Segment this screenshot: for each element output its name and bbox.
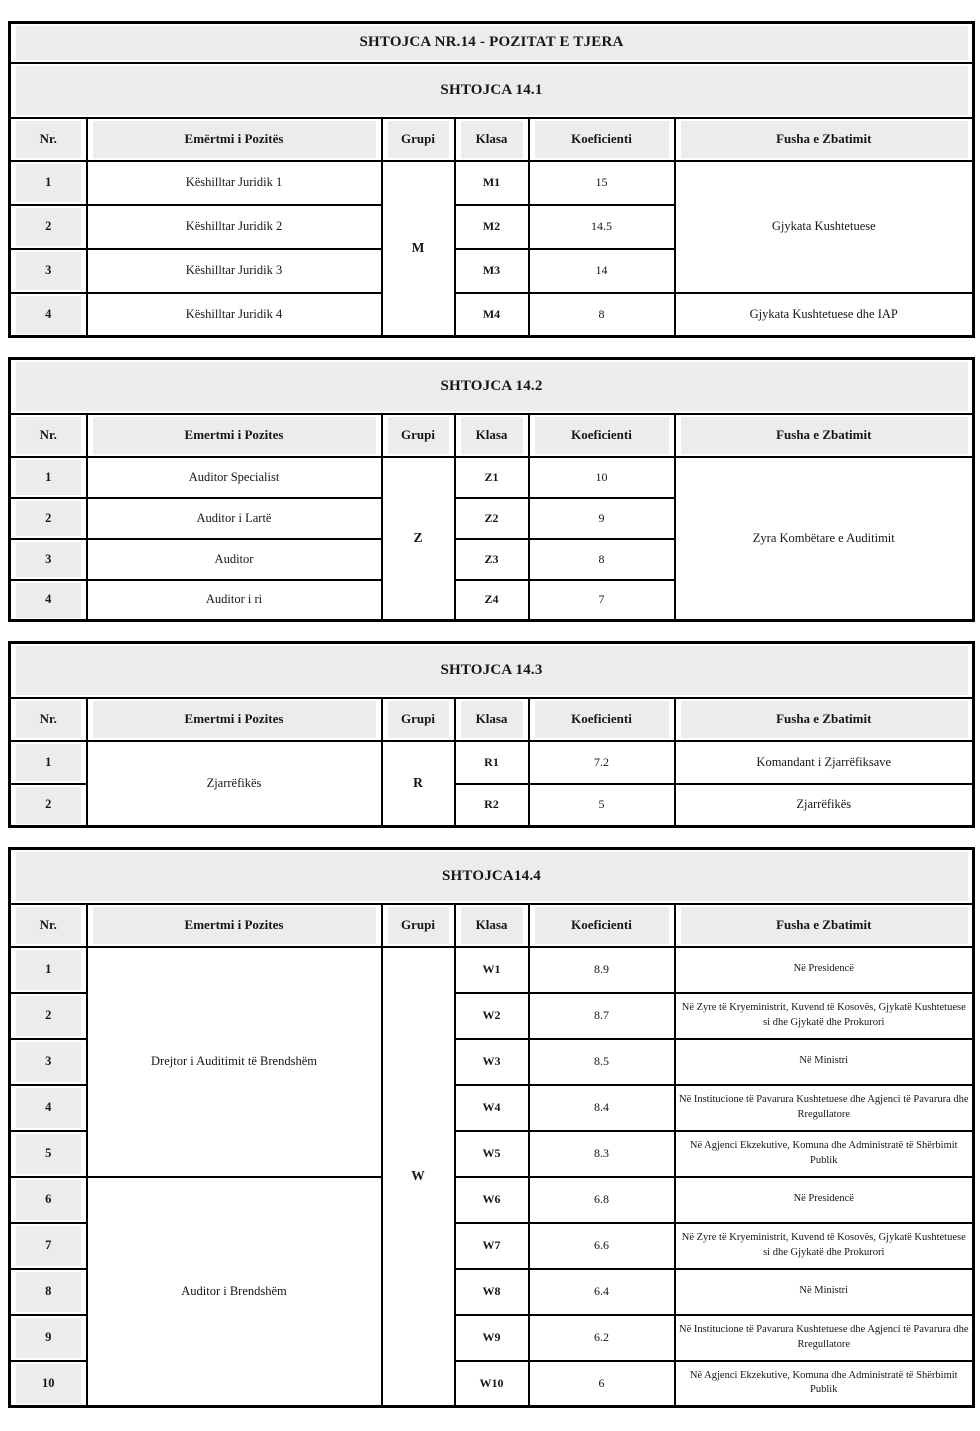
col-header-field: Fusha e Zbatimit	[675, 698, 974, 741]
cell-coefficient: 8.3	[529, 1131, 675, 1177]
col-header-group: Grupi	[382, 698, 455, 741]
table-subtitle: SHTOJCA 14.1	[10, 63, 974, 118]
table-shtojca-14-4	[8, 847, 975, 1408]
cell-position-name: Auditor	[87, 539, 382, 580]
col-header-coefficient: Koeficienti	[529, 118, 675, 161]
cell-coefficient: 6	[529, 1361, 675, 1407]
cell-class: W8	[455, 1269, 529, 1315]
table-row	[10, 741, 974, 784]
cell-nr: 3	[10, 1039, 87, 1085]
cell-field: Në Ministri	[675, 1269, 974, 1315]
cell-coefficient: 9	[529, 498, 675, 539]
cell-field: Në Agjenci Ekzekutive, Komuna dhe Administratë të Shërbimit Publik	[675, 1131, 974, 1177]
cell-coefficient: 14.5	[529, 205, 675, 249]
cell-nr: 4	[10, 1085, 87, 1131]
cell-class: W7	[455, 1223, 529, 1269]
cell-coefficient: 5	[529, 784, 675, 827]
cell-nr: 4	[10, 580, 87, 621]
cell-class: M2	[455, 205, 529, 249]
cell-nr: 3	[10, 539, 87, 580]
cell-coefficient: 10	[529, 457, 675, 498]
cell-coefficient: 7.2	[529, 741, 675, 784]
cell-position-name: Këshilltar Juridik 1	[87, 161, 382, 205]
col-header-group: Grupi	[382, 904, 455, 947]
cell-field: Zyra Kombëtare e Auditimit	[675, 457, 974, 621]
col-header-coefficient: Koeficienti	[529, 904, 675, 947]
cell-group: M	[382, 161, 455, 337]
col-header-coefficient: Koeficienti	[529, 698, 675, 741]
cell-nr: 8	[10, 1269, 87, 1315]
cell-class: W10	[455, 1361, 529, 1407]
cell-group: R	[382, 741, 455, 827]
cell-class: M3	[455, 249, 529, 293]
table-subtitle: SHTOJCA 14.3	[10, 643, 974, 698]
cell-class: Z4	[455, 580, 529, 621]
cell-field: Në Institucione të Pavarura Kushtetuese dhe Agjenci të Pavarura dhe Rregullatore	[675, 1085, 974, 1131]
cell-nr: 5	[10, 1131, 87, 1177]
cell-field: Në Presidencë	[675, 1177, 974, 1223]
cell-group: Z	[382, 457, 455, 621]
cell-position-name: Këshilltar Juridik 2	[87, 205, 382, 249]
cell-class: Z3	[455, 539, 529, 580]
col-header-nr: Nr.	[10, 118, 87, 161]
cell-class: Z1	[455, 457, 529, 498]
cell-field: Në Agjenci Ekzekutive, Komuna dhe Administratë të Shërbimit Publik	[675, 1361, 974, 1407]
col-header-position: Emertmi i Pozites	[87, 904, 382, 947]
cell-position-name: Auditor i Lartë	[87, 498, 382, 539]
col-header-class: Klasa	[455, 414, 529, 457]
table-subtitle: SHTOJCA14.4	[10, 849, 974, 904]
cell-class: W3	[455, 1039, 529, 1085]
cell-nr: 1	[10, 741, 87, 784]
cell-field: Në Zyre të Kryeministrit, Kuvend të Kosovës, Gjykatë Kushtetuese si dhe Gjykatë dhe Prokurori	[675, 1223, 974, 1269]
col-header-position: Emërtmi i Pozitës	[87, 118, 382, 161]
col-header-field: Fusha e Zbatimit	[675, 904, 974, 947]
cell-coefficient: 8.7	[529, 993, 675, 1039]
cell-position-name: Këshilltar Juridik 4	[87, 293, 382, 337]
col-header-nr: Nr.	[10, 698, 87, 741]
cell-position-name: Këshilltar Juridik 3	[87, 249, 382, 293]
cell-coefficient: 8	[529, 293, 675, 337]
table-shtojca-14-1	[8, 21, 975, 338]
cell-field: Në Institucione të Pavarura Kushtetuese dhe Agjenci të Pavarura dhe Rregullatore	[675, 1315, 974, 1361]
col-header-field: Fusha e Zbatimit	[675, 118, 974, 161]
cell-class: W9	[455, 1315, 529, 1361]
cell-nr: 1	[10, 457, 87, 498]
col-header-nr: Nr.	[10, 414, 87, 457]
col-header-position: Emertmi i Pozites	[87, 414, 382, 457]
table-subtitle: SHTOJCA 14.2	[10, 359, 974, 414]
cell-coefficient: 8.9	[529, 947, 675, 993]
cell-position-name: Drejtor i Auditimit të Brendshëm	[87, 947, 382, 1177]
cell-class: W1	[455, 947, 529, 993]
cell-group: W	[382, 947, 455, 1407]
cell-nr: 3	[10, 249, 87, 293]
cell-nr: 2	[10, 498, 87, 539]
document-title: SHTOJCA NR.14 - POZITAT E TJERA	[10, 23, 974, 63]
cell-nr: 2	[10, 784, 87, 827]
table-row	[10, 161, 974, 205]
cell-class: R1	[455, 741, 529, 784]
cell-nr: 4	[10, 293, 87, 337]
col-header-group: Grupi	[382, 118, 455, 161]
cell-coefficient: 8.4	[529, 1085, 675, 1131]
col-header-class: Klasa	[455, 698, 529, 741]
cell-class: W6	[455, 1177, 529, 1223]
cell-class: W2	[455, 993, 529, 1039]
cell-position-name: Zjarrëfikës	[87, 741, 382, 827]
cell-field: Në Zyre të Kryeministrit, Kuvend të Kosovës, Gjykatë Kushtetuese si dhe Gjykatë dhe Prokurori	[675, 993, 974, 1039]
cell-position-name: Auditor i Brendshëm	[87, 1177, 382, 1407]
cell-coefficient: 14	[529, 249, 675, 293]
cell-field: Në Ministri	[675, 1039, 974, 1085]
table-shtojca-14-2	[8, 357, 975, 622]
cell-class: M4	[455, 293, 529, 337]
cell-coefficient: 8.5	[529, 1039, 675, 1085]
cell-coefficient: 7	[529, 580, 675, 621]
cell-coefficient: 15	[529, 161, 675, 205]
cell-nr: 1	[10, 947, 87, 993]
col-header-field: Fusha e Zbatimit	[675, 414, 974, 457]
cell-coefficient: 6.4	[529, 1269, 675, 1315]
cell-nr: 10	[10, 1361, 87, 1407]
cell-coefficient: 6.2	[529, 1315, 675, 1361]
cell-field: Në Presidencë	[675, 947, 974, 993]
cell-coefficient: 8	[529, 539, 675, 580]
cell-nr: 1	[10, 161, 87, 205]
cell-class: M1	[455, 161, 529, 205]
cell-class: W4	[455, 1085, 529, 1131]
cell-class: Z2	[455, 498, 529, 539]
table-row	[10, 947, 974, 993]
cell-nr: 2	[10, 205, 87, 249]
table-row	[10, 1177, 974, 1223]
cell-class: W5	[455, 1131, 529, 1177]
cell-nr: 9	[10, 1315, 87, 1361]
cell-field: Komandant i Zjarrëfiksave	[675, 741, 974, 784]
col-header-position: Emertmi i Pozites	[87, 698, 382, 741]
cell-field: Gjykata Kushtetuese	[675, 161, 974, 293]
col-header-class: Klasa	[455, 118, 529, 161]
cell-field: Gjykata Kushtetuese dhe IAP	[675, 293, 974, 337]
cell-nr: 6	[10, 1177, 87, 1223]
cell-nr: 7	[10, 1223, 87, 1269]
col-header-class: Klasa	[455, 904, 529, 947]
table-shtojca-14-3	[8, 641, 975, 828]
col-header-group: Grupi	[382, 414, 455, 457]
table-row	[10, 457, 974, 498]
cell-coefficient: 6.6	[529, 1223, 675, 1269]
cell-position-name: Auditor i ri	[87, 580, 382, 621]
col-header-coefficient: Koeficienti	[529, 414, 675, 457]
table-row	[10, 293, 974, 337]
cell-class: R2	[455, 784, 529, 827]
cell-field: Zjarrëfikës	[675, 784, 974, 827]
cell-position-name: Auditor Specialist	[87, 457, 382, 498]
cell-nr: 2	[10, 993, 87, 1039]
cell-coefficient: 6.8	[529, 1177, 675, 1223]
col-header-nr: Nr.	[10, 904, 87, 947]
